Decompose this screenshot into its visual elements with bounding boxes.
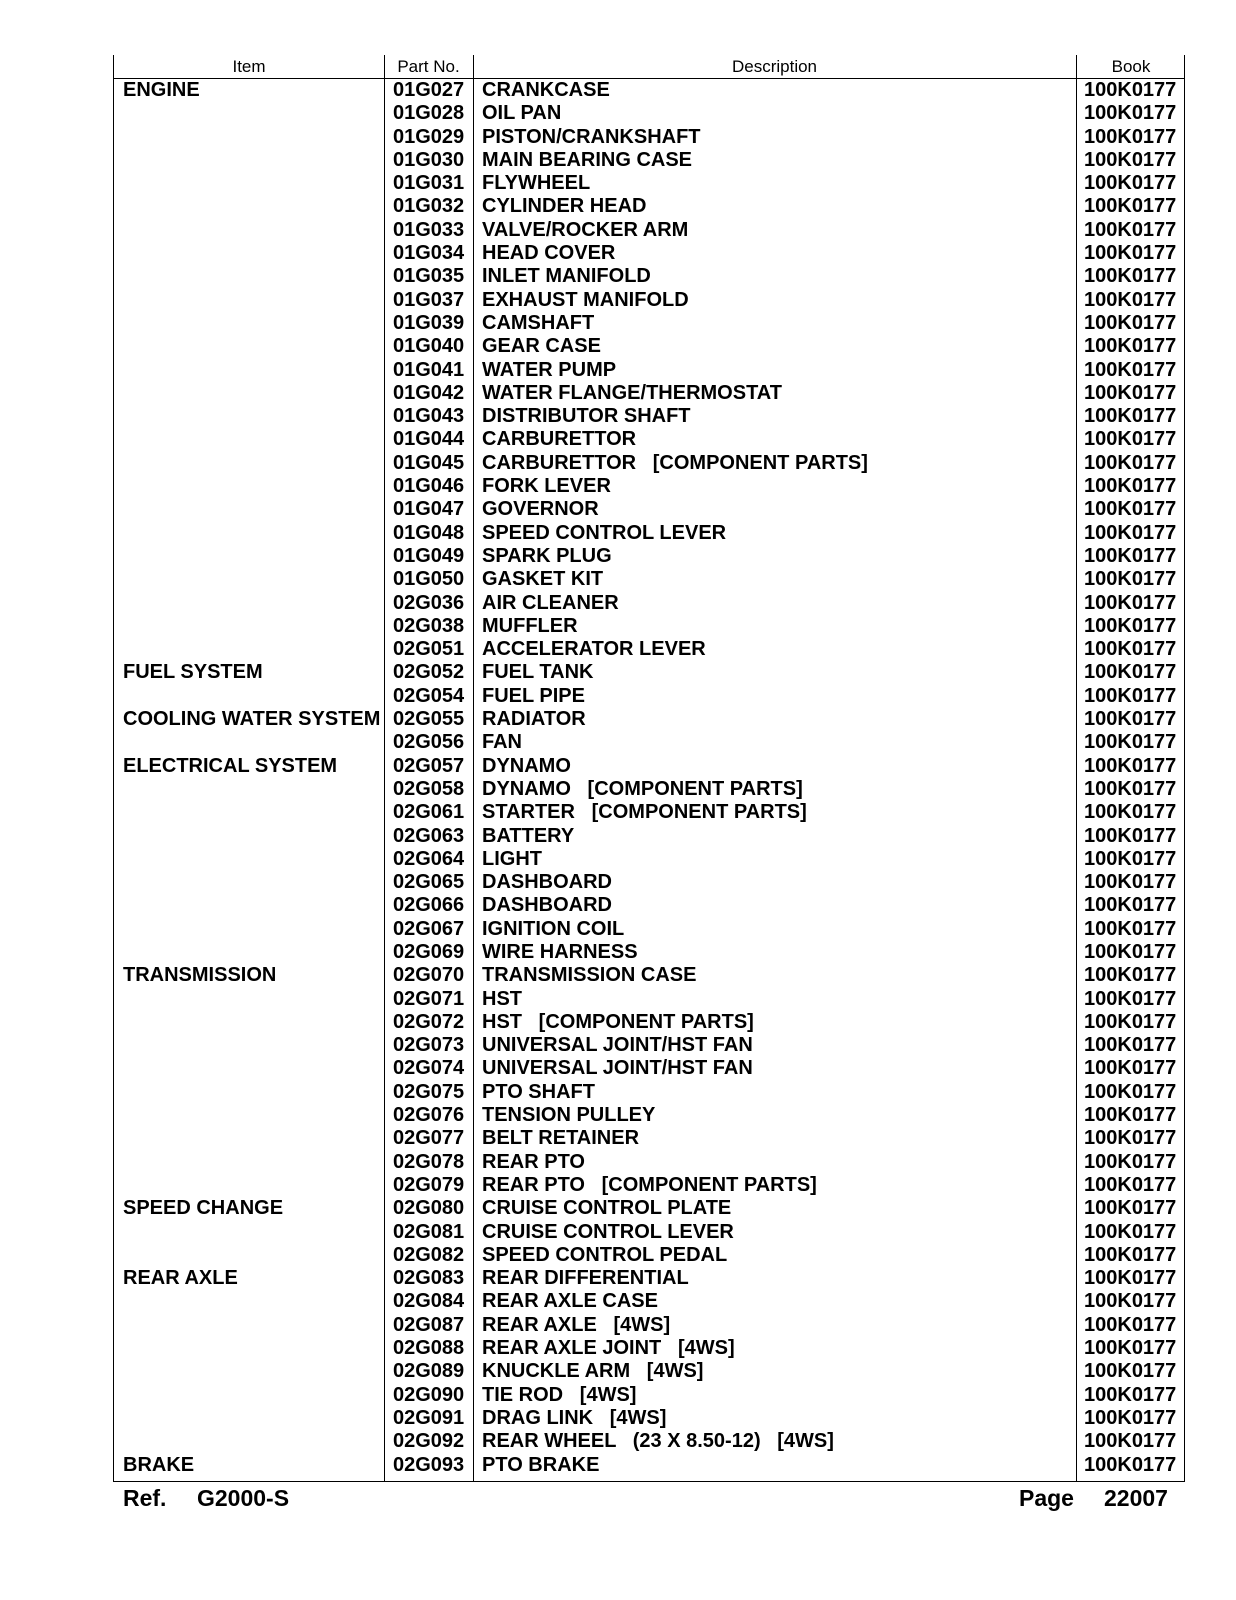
- book-cell: 100K0177: [1084, 172, 1177, 195]
- table-row: [114, 871, 1184, 894]
- description-cell: LIGHT: [482, 847, 542, 870]
- book-cell: 100K0177: [1084, 79, 1177, 101]
- book-cell: 100K0177: [1084, 148, 1177, 171]
- description-cell: REAR AXLE CASE: [482, 1290, 658, 1313]
- table-row: [114, 708, 1184, 731]
- table-row: [114, 941, 1184, 964]
- book-cell: 100K0177: [1084, 1173, 1177, 1196]
- item-cell: TRANSMISSION: [123, 964, 277, 987]
- table-row: [114, 1407, 1184, 1430]
- part-no-cell: 02G083: [393, 1267, 465, 1290]
- description-cell: OIL PAN: [482, 102, 562, 125]
- description-cell: CRUISE CONTROL PLATE: [482, 1197, 732, 1220]
- description-cell: PTO BRAKE: [482, 1453, 600, 1476]
- book-cell: 100K0177: [1084, 1360, 1177, 1383]
- description-cell: KNUCKLE ARM [4WS]: [482, 1360, 704, 1383]
- description-cell: STARTER [COMPONENT PARTS]: [482, 801, 807, 824]
- description-cell: ACCELERATOR LEVER: [482, 638, 706, 661]
- book-cell: 100K0177: [1084, 1150, 1177, 1173]
- part-no-cell: 02G065: [393, 871, 465, 894]
- description-cell: FORK LEVER: [482, 475, 611, 498]
- table-row: [114, 825, 1184, 848]
- table-row: [114, 638, 1184, 661]
- table-row: [114, 592, 1184, 615]
- book-cell: 100K0177: [1084, 708, 1177, 731]
- table-row: [114, 1290, 1184, 1313]
- book-cell: 100K0177: [1084, 1406, 1177, 1429]
- part-no-cell: 01G034: [393, 242, 465, 265]
- table-row: [114, 405, 1184, 428]
- description-cell: CRANKCASE: [482, 79, 610, 101]
- description-cell: GOVERNOR: [482, 498, 599, 521]
- table-row: [114, 778, 1184, 801]
- table-row: [114, 1197, 1184, 1220]
- description-cell: SPARK PLUG: [482, 544, 612, 567]
- description-cell: WIRE HARNESS: [482, 940, 638, 963]
- part-no-cell: 02G091: [393, 1406, 465, 1429]
- part-no-cell: 02G051: [393, 638, 465, 661]
- part-no-cell: 02G066: [393, 894, 465, 917]
- table-row: [114, 1104, 1184, 1127]
- table-row: [114, 1081, 1184, 1104]
- page-footer: [0, 1483, 1236, 1513]
- book-cell: 100K0177: [1084, 521, 1177, 544]
- part-no-cell: 01G030: [393, 148, 465, 171]
- book-cell: 100K0177: [1084, 801, 1177, 824]
- description-cell: DYNAMO [COMPONENT PARTS]: [482, 777, 803, 800]
- parts-table: [113, 55, 1185, 1482]
- part-no-cell: 02G092: [393, 1430, 465, 1453]
- book-cell: 100K0177: [1084, 358, 1177, 381]
- description-cell: UNIVERSAL JOINT/HST FAN: [482, 1057, 753, 1080]
- description-cell: DASHBOARD: [482, 894, 612, 917]
- part-no-cell: 02G080: [393, 1197, 465, 1220]
- book-cell: 100K0177: [1084, 1290, 1177, 1313]
- book-cell: 100K0177: [1084, 311, 1177, 334]
- part-no-cell: 01G029: [393, 125, 465, 148]
- book-cell: 100K0177: [1084, 498, 1177, 521]
- book-cell: 100K0177: [1084, 917, 1177, 940]
- description-cell: REAR PTO: [482, 1150, 585, 1173]
- book-cell: 100K0177: [1084, 1080, 1177, 1103]
- description-cell: CYLINDER HEAD: [482, 195, 647, 218]
- table-row: [114, 988, 1184, 1011]
- part-no-cell: 02G082: [393, 1243, 465, 1266]
- description-cell: SPEED CONTROL LEVER: [482, 521, 727, 544]
- part-no-cell: 02G057: [393, 754, 465, 777]
- book-cell: 100K0177: [1084, 940, 1177, 963]
- table-row: [114, 1244, 1184, 1267]
- book-cell: 100K0177: [1084, 195, 1177, 218]
- table-row: [114, 382, 1184, 405]
- description-cell: REAR PTO [COMPONENT PARTS]: [482, 1173, 817, 1196]
- description-cell: WATER PUMP: [482, 358, 617, 381]
- table-row: [114, 545, 1184, 568]
- part-no-cell: 02G063: [393, 824, 465, 847]
- description-cell: DISTRIBUTOR SHAFT: [482, 405, 691, 428]
- table-row: [114, 568, 1184, 591]
- part-no-cell: 02G072: [393, 1010, 465, 1033]
- description-cell: SPEED CONTROL PEDAL: [482, 1243, 728, 1266]
- description-cell: REAR DIFFERENTIAL: [482, 1267, 689, 1290]
- description-cell: FUEL TANK: [482, 661, 594, 684]
- table-row: [114, 172, 1184, 195]
- book-cell: 100K0177: [1084, 661, 1177, 684]
- description-cell: GEAR CASE: [482, 335, 601, 358]
- table-row: [114, 289, 1184, 312]
- table-row: [114, 848, 1184, 871]
- table-body: [114, 79, 1184, 1477]
- book-cell: 100K0177: [1084, 964, 1177, 987]
- description-cell: FAN: [482, 731, 522, 754]
- description-cell: REAR AXLE JOINT [4WS]: [482, 1337, 735, 1360]
- table-row: [114, 498, 1184, 521]
- part-no-cell: 01G031: [393, 172, 465, 195]
- header-item: Item: [232, 57, 266, 76]
- item-cell: COOLING WATER SYSTEM: [123, 708, 381, 731]
- part-no-cell: 02G056: [393, 731, 465, 754]
- table-row: [114, 335, 1184, 358]
- book-cell: 100K0177: [1084, 1034, 1177, 1057]
- part-no-cell: 01G046: [393, 475, 465, 498]
- part-no-cell: 02G079: [393, 1173, 465, 1196]
- book-cell: 100K0177: [1084, 1127, 1177, 1150]
- part-no-cell: 02G058: [393, 777, 465, 800]
- table-row: [114, 102, 1184, 125]
- part-no-cell: 02G038: [393, 614, 465, 637]
- part-no-cell: 02G071: [393, 987, 465, 1010]
- part-no-cell: 02G070: [393, 964, 465, 987]
- book-cell: 100K0177: [1084, 405, 1177, 428]
- book-cell: 100K0177: [1084, 475, 1177, 498]
- part-no-cell: 01G044: [393, 428, 465, 451]
- table-row: [114, 475, 1184, 498]
- description-cell: EXHAUST MANIFOLD: [482, 288, 689, 311]
- header-book: Book: [1111, 57, 1151, 76]
- description-cell: DASHBOARD: [482, 871, 612, 894]
- header-description: Description: [731, 57, 818, 76]
- table-row: [114, 265, 1184, 288]
- part-no-cell: 02G078: [393, 1150, 465, 1173]
- description-cell: REAR WHEEL (23 X 8.50-12) [4WS]: [482, 1430, 834, 1453]
- table-row: [114, 149, 1184, 172]
- table-row: [114, 801, 1184, 824]
- description-cell: FLYWHEEL: [482, 172, 591, 195]
- table-row: [114, 1057, 1184, 1080]
- part-no-cell: 02G069: [393, 940, 465, 963]
- description-cell: BATTERY: [482, 824, 575, 847]
- table-row: [114, 661, 1184, 684]
- part-no-cell: 02G067: [393, 917, 465, 940]
- description-cell: HST: [482, 987, 522, 1010]
- book-cell: 100K0177: [1084, 871, 1177, 894]
- book-cell: 100K0177: [1084, 568, 1177, 591]
- part-no-cell: 02G088: [393, 1337, 465, 1360]
- part-no-cell: 02G036: [393, 591, 465, 614]
- table-row: [114, 1314, 1184, 1337]
- table-row: [114, 1221, 1184, 1244]
- part-no-cell: 01G033: [393, 218, 465, 241]
- table-row: [114, 1151, 1184, 1174]
- item-cell: REAR AXLE: [123, 1267, 238, 1290]
- book-cell: 100K0177: [1084, 777, 1177, 800]
- table-row: [114, 1454, 1184, 1477]
- description-cell: CARBURETTOR [COMPONENT PARTS]: [482, 451, 868, 474]
- description-cell: MUFFLER: [482, 614, 578, 637]
- part-no-cell: 02G084: [393, 1290, 465, 1313]
- part-no-cell: 01G047: [393, 498, 465, 521]
- table-row: [114, 894, 1184, 917]
- part-no-cell: 02G076: [393, 1104, 465, 1127]
- item-cell: BRAKE: [123, 1453, 195, 1476]
- book-cell: 100K0177: [1084, 451, 1177, 474]
- book-cell: 100K0177: [1084, 638, 1177, 661]
- book-cell: 100K0177: [1084, 1104, 1177, 1127]
- part-no-cell: 02G052: [393, 661, 465, 684]
- part-no-cell: 01G037: [393, 288, 465, 311]
- model-number: G2000-S: [197, 1485, 290, 1511]
- part-no-cell: 01G050: [393, 568, 465, 591]
- book-cell: 100K0177: [1084, 1010, 1177, 1033]
- part-no-cell: 01G048: [393, 521, 465, 544]
- table-row: [114, 685, 1184, 708]
- table-row: [114, 1360, 1184, 1383]
- table-row: [114, 126, 1184, 149]
- table-row: [114, 428, 1184, 451]
- page-label: Page: [1019, 1485, 1074, 1511]
- description-cell: FUEL PIPE: [482, 684, 585, 707]
- description-cell: REAR AXLE [4WS]: [482, 1313, 671, 1336]
- description-cell: RADIATOR: [482, 708, 586, 731]
- description-cell: DYNAMO: [482, 754, 571, 777]
- book-cell: 100K0177: [1084, 265, 1177, 288]
- table-header: [114, 55, 1184, 79]
- part-no-cell: 02G061: [393, 801, 465, 824]
- book-cell: 100K0177: [1084, 102, 1177, 125]
- description-cell: AIR CLEANER: [482, 591, 619, 614]
- book-cell: 100K0177: [1084, 894, 1177, 917]
- book-cell: 100K0177: [1084, 824, 1177, 847]
- table-row: [114, 195, 1184, 218]
- part-no-cell: 01G040: [393, 335, 465, 358]
- book-cell: 100K0177: [1084, 1243, 1177, 1266]
- description-cell: HEAD COVER: [482, 242, 616, 265]
- description-cell: WATER FLANGE/THERMOSTAT: [482, 381, 782, 404]
- book-cell: 100K0177: [1084, 987, 1177, 1010]
- description-cell: UNIVERSAL JOINT/HST FAN: [482, 1034, 753, 1057]
- part-no-cell: 01G027: [393, 79, 465, 101]
- book-cell: 100K0177: [1084, 754, 1177, 777]
- table-row: [114, 242, 1184, 265]
- table-row: [114, 1267, 1184, 1290]
- part-no-cell: 02G089: [393, 1360, 465, 1383]
- item-cell: ELECTRICAL SYSTEM: [123, 754, 338, 777]
- table-row: [114, 522, 1184, 545]
- description-cell: TENSION PULLEY: [482, 1104, 656, 1127]
- table-row: [114, 359, 1184, 382]
- book-cell: 100K0177: [1084, 1383, 1177, 1406]
- part-no-cell: 02G073: [393, 1034, 465, 1057]
- table-row: [114, 1174, 1184, 1197]
- part-no-cell: 01G042: [393, 381, 465, 404]
- part-no-cell: 02G093: [393, 1453, 465, 1476]
- book-cell: 100K0177: [1084, 125, 1177, 148]
- description-cell: TIE ROD [4WS]: [482, 1383, 637, 1406]
- book-cell: 100K0177: [1084, 1313, 1177, 1336]
- part-no-cell: 02G055: [393, 708, 465, 731]
- item-cell: SPEED CHANGE: [123, 1197, 284, 1220]
- book-cell: 100K0177: [1084, 1220, 1177, 1243]
- book-cell: 100K0177: [1084, 544, 1177, 567]
- part-no-cell: 01G049: [393, 544, 465, 567]
- book-cell: 100K0177: [1084, 1337, 1177, 1360]
- table-row: [114, 79, 1184, 102]
- table-row: [114, 1384, 1184, 1407]
- description-cell: VALVE/ROCKER ARM: [482, 218, 689, 241]
- part-no-cell: 01G039: [393, 311, 465, 334]
- description-cell: PTO SHAFT: [482, 1080, 595, 1103]
- part-no-cell: 01G032: [393, 195, 465, 218]
- book-cell: 100K0177: [1084, 1430, 1177, 1453]
- ref-label: Ref.: [123, 1485, 167, 1511]
- book-cell: 100K0177: [1084, 288, 1177, 311]
- table-row: [114, 731, 1184, 754]
- table-row: [114, 1430, 1184, 1453]
- part-no-cell: 02G075: [393, 1080, 465, 1103]
- part-no-cell: 02G074: [393, 1057, 465, 1080]
- part-no-cell: 01G035: [393, 265, 465, 288]
- part-no-cell: 02G064: [393, 847, 465, 870]
- book-cell: 100K0177: [1084, 1057, 1177, 1080]
- table-row: [114, 615, 1184, 638]
- book-cell: 100K0177: [1084, 381, 1177, 404]
- book-cell: 100K0177: [1084, 242, 1177, 265]
- part-no-cell: 01G045: [393, 451, 465, 474]
- part-no-cell: 02G087: [393, 1313, 465, 1336]
- table-row: [114, 1337, 1184, 1360]
- book-cell: 100K0177: [1084, 684, 1177, 707]
- description-cell: DRAG LINK [4WS]: [482, 1406, 667, 1429]
- part-no-cell: 02G054: [393, 684, 465, 707]
- description-cell: CARBURETTOR: [482, 428, 637, 451]
- description-cell: HST [COMPONENT PARTS]: [482, 1010, 754, 1033]
- description-cell: GASKET KIT: [482, 568, 604, 591]
- book-cell: 100K0177: [1084, 218, 1177, 241]
- table-row: [114, 1034, 1184, 1057]
- book-cell: 100K0177: [1084, 614, 1177, 637]
- table-row: [114, 1127, 1184, 1150]
- description-cell: CAMSHAFT: [482, 311, 595, 334]
- table-row: [114, 452, 1184, 475]
- part-no-cell: 02G090: [393, 1383, 465, 1406]
- part-no-cell: 01G041: [393, 358, 465, 381]
- book-cell: 100K0177: [1084, 1197, 1177, 1220]
- description-cell: INLET MANIFOLD: [482, 265, 651, 288]
- description-cell: IGNITION COIL: [482, 917, 625, 940]
- book-cell: 100K0177: [1084, 591, 1177, 614]
- book-cell: 100K0177: [1084, 847, 1177, 870]
- page-number: 22007: [1104, 1485, 1168, 1511]
- table-row: [114, 755, 1184, 778]
- table-row: [114, 964, 1184, 987]
- description-cell: TRANSMISSION CASE: [482, 964, 697, 987]
- book-cell: 100K0177: [1084, 1267, 1177, 1290]
- header-part-no: Part No.: [397, 57, 460, 76]
- part-no-cell: 02G081: [393, 1220, 465, 1243]
- table-row: [114, 918, 1184, 941]
- description-cell: BELT RETAINER: [482, 1127, 640, 1150]
- item-cell: ENGINE: [123, 79, 200, 101]
- item-cell: FUEL SYSTEM: [123, 661, 263, 684]
- part-no-cell: 01G028: [393, 102, 465, 125]
- part-no-cell: 01G043: [393, 405, 465, 428]
- description-cell: PISTON/CRANKSHAFT: [482, 125, 701, 148]
- part-no-cell: 02G077: [393, 1127, 465, 1150]
- description-cell: CRUISE CONTROL LEVER: [482, 1220, 734, 1243]
- table-row: [114, 219, 1184, 242]
- book-cell: 100K0177: [1084, 428, 1177, 451]
- table-row: [114, 312, 1184, 335]
- description-cell: MAIN BEARING CASE: [482, 148, 693, 171]
- book-cell: 100K0177: [1084, 1453, 1177, 1476]
- table-row: [114, 1011, 1184, 1034]
- book-cell: 100K0177: [1084, 335, 1177, 358]
- book-cell: 100K0177: [1084, 731, 1177, 754]
